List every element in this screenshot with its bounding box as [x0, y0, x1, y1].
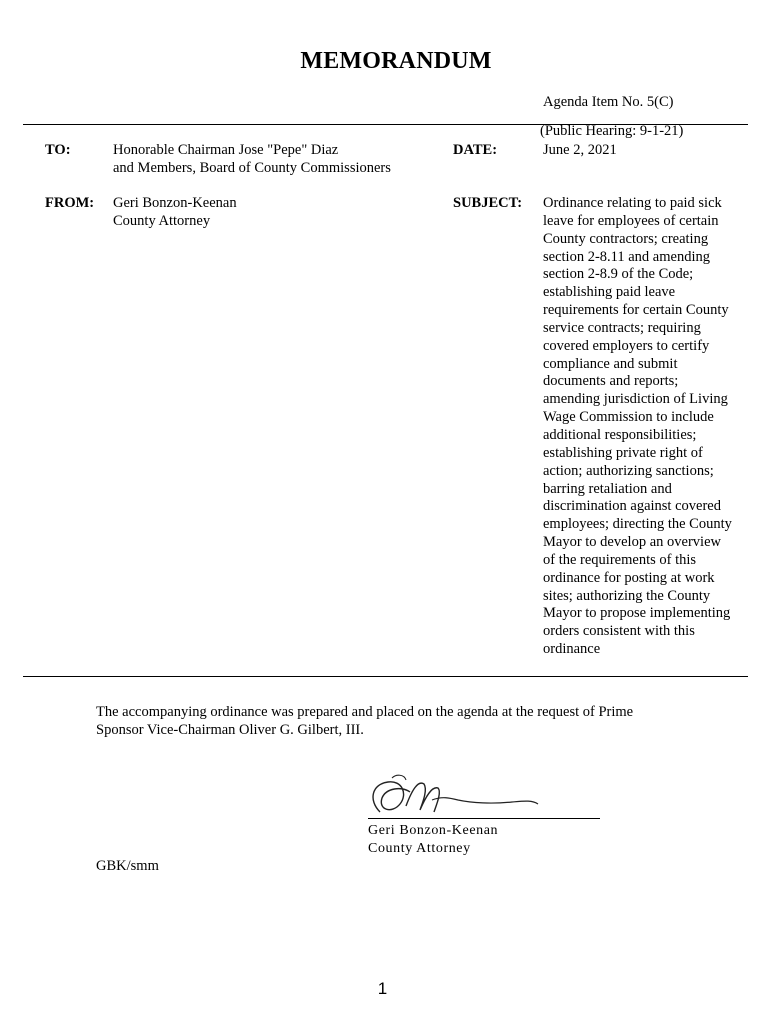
subject-text	[543, 195, 748, 659]
subject-line: employees; directing the County	[543, 516, 732, 533]
subject-line: Mayor to propose implementing	[543, 605, 731, 622]
subject-line: additional responsibilities;	[543, 426, 697, 443]
memo-body	[96, 703, 696, 739]
subject-line: of the requirements of this	[543, 551, 697, 568]
page-number: 1	[377, 979, 388, 998]
subject-line: Mayor to develop an overview	[543, 534, 721, 551]
from-sender-name: Geri Bonzon-Keenan	[113, 195, 237, 211]
date-label: DATE:	[453, 142, 498, 158]
subject-line: establishing paid leave	[543, 284, 676, 301]
public-hearing-date: (Public Hearing: 9-1-21)	[540, 123, 684, 139]
subject-label: SUBJECT:	[453, 195, 523, 211]
date-value: June 2, 2021	[543, 142, 617, 158]
subject-line: establishing private right of	[543, 444, 703, 461]
to-recipient-line-1: Honorable Chairman Jose "Pepe" Diaz	[113, 142, 339, 158]
subject-line: amending jurisdiction of Living	[543, 391, 728, 408]
signature-line	[368, 818, 600, 819]
from-sender-title: County Attorney	[113, 213, 211, 229]
subject-line: discrimination against covered	[543, 498, 721, 515]
subject-line: documents and reports;	[543, 373, 679, 390]
signer-title: County Attorney	[368, 841, 471, 856]
typist-initials: GBK/smm	[96, 858, 159, 874]
subject-line: County contractors; creating	[543, 230, 709, 247]
subject-line: covered employers to certify	[543, 337, 710, 354]
subject-line: ordinance for posting at work	[543, 569, 715, 586]
signer-block	[368, 822, 498, 858]
agenda-item-number: Agenda Item No. 5(C)	[543, 94, 674, 110]
to-label: TO:	[45, 142, 71, 158]
subject-line: Ordinance relating to paid sick	[543, 195, 722, 211]
signer-name: Geri Bonzon-Keenan	[368, 823, 499, 838]
to-recipient-line-2: and Members, Board of County Commissioners	[113, 160, 391, 176]
signature-mark	[362, 770, 607, 822]
subject-line: requirements for certain County	[543, 302, 729, 319]
subject-line: orders consistent with this	[543, 623, 695, 640]
subject-line: leave for employees of certain	[543, 212, 719, 229]
body-line: Sponsor Vice-Chairman Oliver G. Gilbert, III.	[96, 722, 364, 738]
subject-line: action; authorizing sanctions;	[543, 462, 714, 479]
subject-line: ordinance	[543, 641, 601, 658]
body-line: The accompanying ordinance was prepared and placed on the agenda at the request of Prime	[96, 704, 634, 720]
subject-line: service contracts; requiring	[543, 319, 701, 336]
from-label: FROM:	[45, 195, 95, 211]
subject-line: barring retaliation and	[543, 480, 672, 497]
memo-title: MEMORANDUM	[300, 48, 492, 74]
header-bottom-rule	[23, 676, 748, 677]
subject-line: sites; authorizing the County	[543, 587, 711, 604]
subject-line: Wage Commission to include	[543, 409, 714, 426]
subject-line: section 2-8.11 and amending	[543, 248, 710, 265]
subject-line: section 2-8.9 of the Code;	[543, 266, 694, 283]
subject-line: compliance and submit	[543, 355, 678, 372]
